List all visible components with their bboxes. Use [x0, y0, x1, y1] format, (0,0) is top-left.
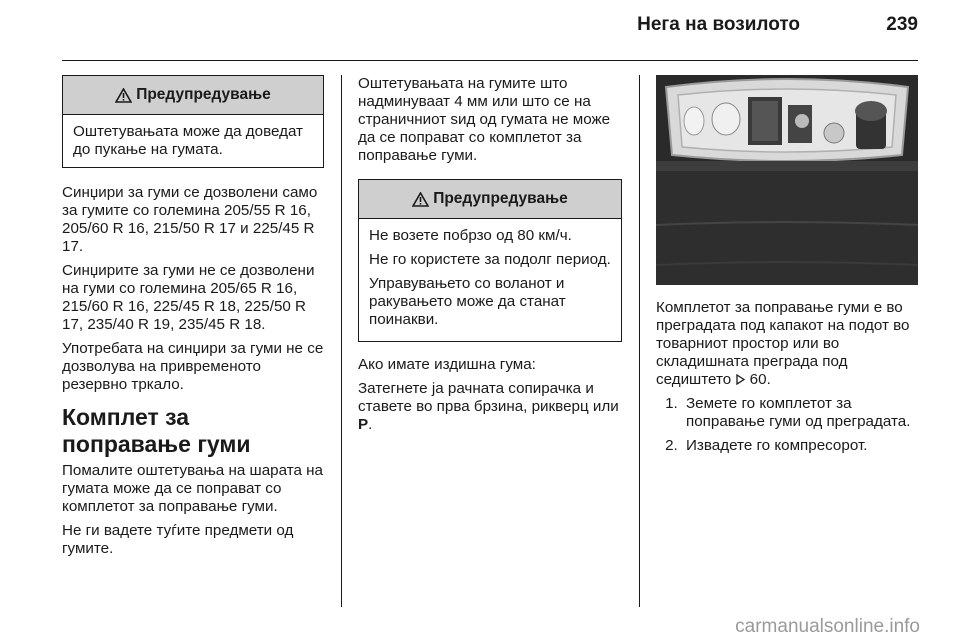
photo-caption [656, 299, 920, 389]
warning-triangle-icon [412, 192, 429, 207]
triangle-ref-icon [735, 374, 745, 385]
warning-triangle-icon [115, 88, 132, 103]
paragraph: Оштетувањата на гумите што надминуваат 4 мм или што се на страничниот ѕид од гумата не може да се поправат со комплетот за поправање гуми. [358, 75, 611, 164]
list-item: 1. Земете го комплетот за поправање гуми од преградата. [682, 395, 920, 431]
column-1 [62, 75, 324, 564]
section-heading: Комплет за поправање гуми [62, 404, 251, 457]
paragraph [358, 380, 622, 434]
warning-header [63, 76, 323, 115]
repair-kit-illustration [656, 75, 918, 285]
warning-box-1 [62, 75, 324, 168]
paragraph-text: Затегнете ја рачната сопирачка и ставете во прва брзина, рикверц или [358, 380, 619, 415]
caption-text: Комплетот за поправање гуми е во преградата под капакот на подот во товарниот простор или во складишната преграда под седиштето [656, 299, 910, 388]
warning-box-2 [358, 179, 622, 342]
paragraph: Употребата на синџири за гуми не се дозволува на привременото резервно тркало. [62, 340, 324, 393]
page-number: 239 [886, 14, 918, 35]
page-header-title: Нега на возилото [637, 14, 800, 35]
column-2 [358, 75, 622, 440]
warning-text: Не возете побрзо од 80 км/ч. [369, 227, 572, 244]
warning-text: Оштетувањата може да доведат до пукање на гумата. [73, 123, 304, 158]
paragraph: Синџири за гуми се дозволени само за гумите со големина 205/55 R 16, 205/60 R 16, 215/50 R 17 и 225/45 R 17. [62, 184, 318, 255]
column-divider-right [639, 75, 640, 607]
watermark: carmanualsonline.info [735, 616, 920, 637]
column-divider-left [341, 75, 342, 607]
paragraph: Синџирите за гуми не се дозволени на гуми со големина 205/65 R 16, 215/60 R 16, 225/45 R 18, 225/50 R 17, 235/40 R 19, 235/45 R 18. [62, 262, 315, 333]
warning-header [359, 180, 621, 219]
warning-body [63, 115, 323, 167]
warning-text: Управувањето со воланот и ракувањето може да станат поинакви. [369, 275, 566, 328]
paragraph: Ако имате издишна гума: [358, 356, 536, 373]
warning-text: Не го користете за подолг период. [369, 251, 611, 268]
caption-end: . [766, 371, 771, 388]
warning-title: Предупредување [433, 190, 568, 207]
paragraph: Помалите оштетувања на шарата на гумата може да се поправат со комплетот за поправање гуми. [62, 462, 324, 515]
paragraph: Не ги вадете туѓите предмети од гумите. [62, 522, 294, 557]
repair-kit-photo [656, 75, 918, 285]
paragraph-end: . [368, 416, 373, 433]
column-3 [656, 75, 920, 461]
page-reference[interactable]: 60 [749, 371, 767, 388]
header-rule [62, 60, 918, 61]
list-item: 2. Извадете го компресорот. [682, 437, 920, 455]
warning-title: Предупредување [136, 86, 271, 103]
steps-list [656, 395, 920, 455]
gear-label: P [358, 416, 369, 433]
warning-body [359, 219, 621, 341]
